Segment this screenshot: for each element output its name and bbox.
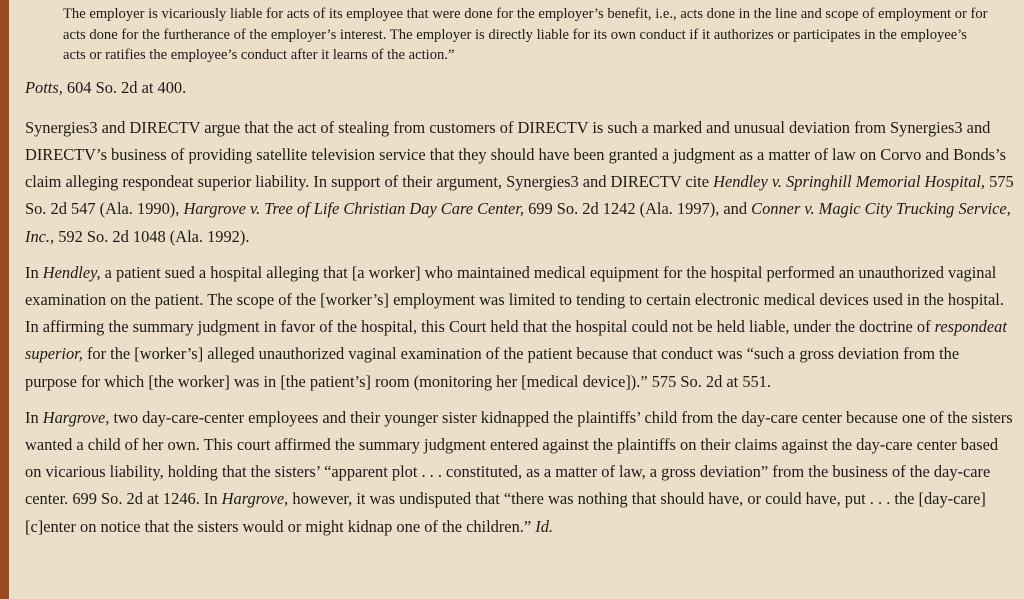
case-name-conner: Conner v. Magic City Trucking Service, Inc.,	[25, 199, 1011, 246]
case-name-hendley: Hendley,	[42, 262, 101, 282]
paragraph-text: however, it was undisputed that “there was nothing that should have, or could have, put . . . the [day-care] [c]enter on notice that the sisters would or might kidnap one of the children.”	[25, 489, 986, 536]
citation	[25, 76, 1015, 100]
document-body	[25, 0, 1015, 540]
block-quote: The employer is vicariously liable for acts of its employee that were done for the employer’s benefit, i.e., acts done in the line and scope of employment or for acts done for the furtherance of the employer’s interest. The employer is directly liable for its own conduct if it authorizes or participates in the employee’s acts or ratifies the employee’s conduct after it learns of the action.”	[63, 6, 988, 64]
paragraph-text: 575 So. 2d 547 (Ala. 1990),	[25, 172, 1014, 219]
paragraph-text: 592 So. 2d 1048 (Ala. 1992).	[54, 226, 250, 246]
left-accent-bar	[0, 0, 9, 599]
paragraph-text: 699 So. 2d 1242 (Ala. 1997), and	[523, 199, 752, 219]
citation-id: Id.	[535, 516, 554, 536]
case-name-hargrove: Hargrove,	[221, 489, 289, 509]
paragraph-text: a patient sued a hospital alleging that [a worker] who maintained medical equipment for the hospital performed an unauthorized vaginal examination on the patient. The scope of the [worker’s] employment was limited to tending to certain electronic medical devices used in the hospital. In affirming the summary judgment in favor of the hospital, this Court held that the hospital could not be held liable, under the doctrine of	[25, 262, 1004, 337]
citation-case-name: Potts,	[25, 77, 63, 97]
citation-reference: 604 So. 2d at 400.	[62, 77, 187, 97]
paragraph-text: two day-care-center employees and their younger sister kidnapped the plaintiffs’ child from the day-care center because one of the sisters wanted a child of her own. This court affirmed the summary judgment entered against the plaintiffs on their claims against the day-care center based on vicarious liability, holding that the sisters’ “apparent plot . . . constituted, as a matter of law, a gross deviation” from the business of the day-care center. 699 So. 2d at 1246. In	[25, 407, 1013, 509]
paragraph-text: Synergies3 and DIRECTV argue that the act of stealing from customers of DIRECTV is such a marked and unusual deviation from Synergies3 and DIRECTV’s business of providing satellite television service that they should have been granted a judgment as a matter of law on Corvo and Bonds’s claim alleging respondeat superior liability. In support of their argument, Synergies3 and DIRECTV cite	[25, 117, 1006, 192]
paragraph-text: In	[25, 262, 43, 282]
paragraph-hendley	[25, 259, 1015, 395]
doctrine-term: respondeat superior,	[25, 317, 1007, 364]
case-name-hendley: Hendley v. Springhill Memorial Hospital,	[713, 172, 986, 192]
paragraph-text: In	[25, 407, 43, 427]
paragraph-hargrove	[25, 404, 1015, 540]
paragraph-text: for the [worker’s] alleged unauthorized vaginal examination of the patient because that conduct was “such a gross deviation from the purpose for which [the worker] was in [the patient’s] room (monitoring her [medical device]).” 575 So. 2d at 551.	[25, 344, 960, 391]
case-name-hargrove: Hargrove,	[42, 407, 110, 427]
paragraph-argument	[25, 114, 1015, 250]
case-name-hargrove: Hargrove v. Tree of Life Christian Day Care Center,	[183, 199, 524, 219]
